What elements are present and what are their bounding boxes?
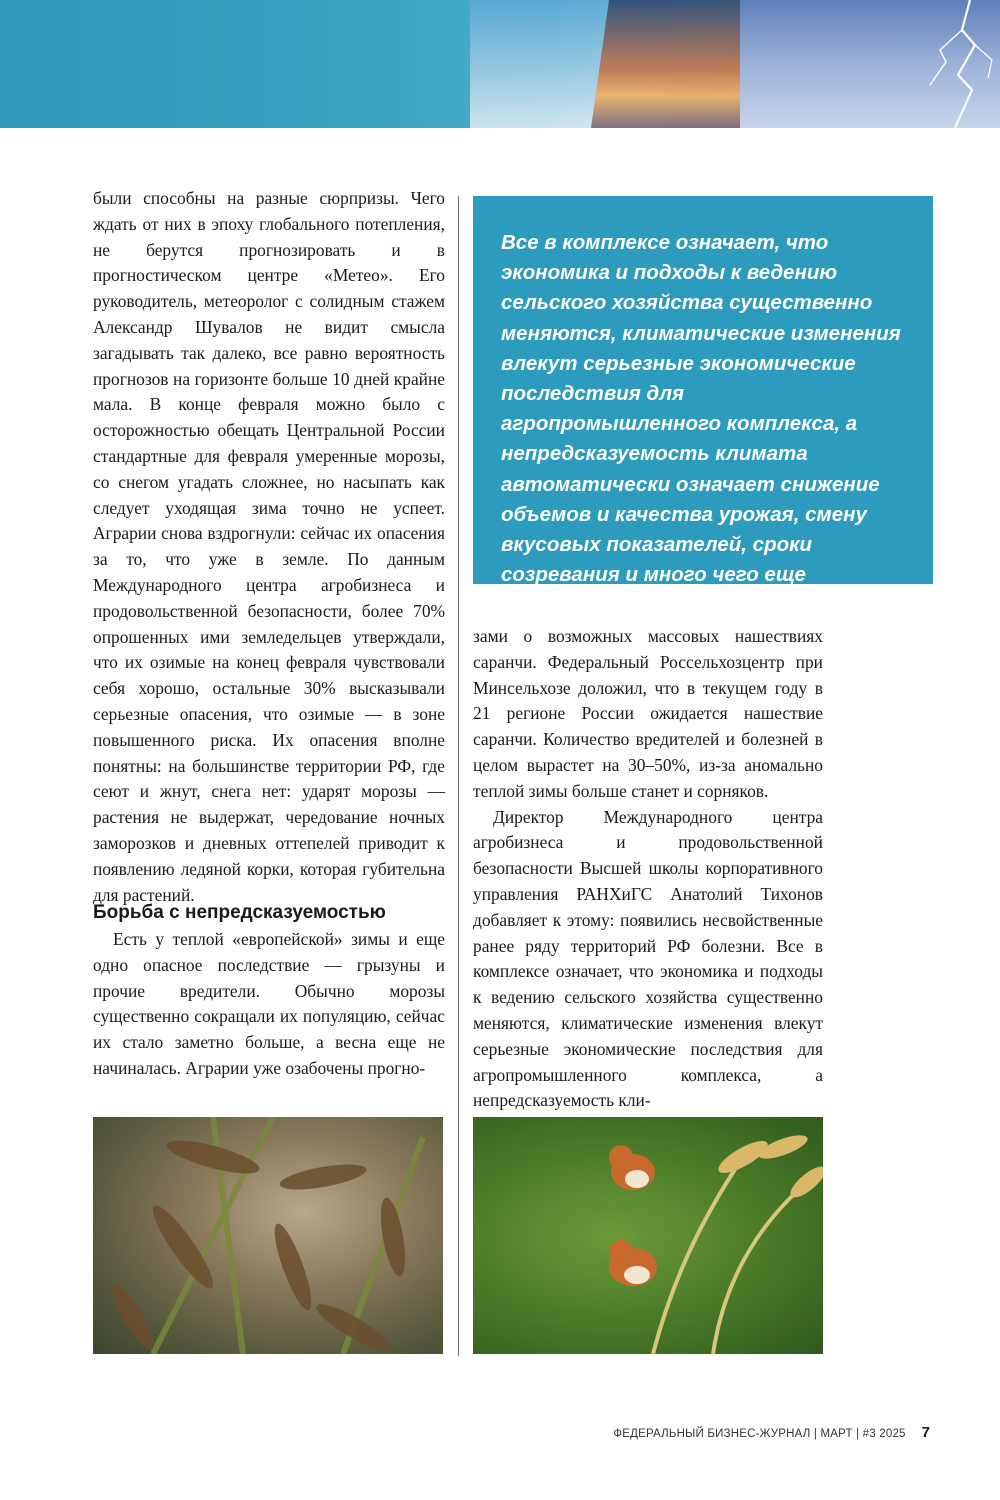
pull-quote-box: [473, 196, 933, 587]
mice-illustration: [473, 1117, 823, 1354]
paragraph: Есть у теплой «европейской» зимы и еще одно опасное последствие — грызуны и прочие вредители. Обычно морозы существенно сокращали их популяцию, сейчас их стало заметно больше, а весна еще не начиналась. Аграрии уже озабочены прогно-: [93, 929, 445, 1078]
column-divider: [458, 196, 459, 1356]
article-text-left-top: [93, 186, 445, 908]
header-banner: [0, 0, 1000, 128]
paragraph: были способны на разные сюрпризы. Чего ждать от них в эпоху глобального потепления, не берутся прогнозировать и в прогностическом центре «Метео». Его руководитель, метеоролог с солидным стажем Александр Шувалов не видит смысла загадывать так далеко, все равно вероятность прогнозов на горизонте больше 10 дней крайне мала. В конце февраля можно было с осторожностью обещать Центральной России стандартные для февраля умеренные морозы, со снегом угадать сложнее, но насыпать как следует уходящая зима точно не успеет. Аграрии снова вздрогнули: сейчас их опасения за то, что уже в земле. По данным Международного центра агробизнеса и продовольственной безопасности, более 70% опрошенных ими земледельцев утверждали, что их озимые на конец февраля чувствовали себя хорошо, остальные 30% высказывали серьезные опасения, что озимые — в зоне повышенного риска. Их опасения вполне понятны: на большинстве территории РФ, где сеют и жнут, снега нет: ударят морозы — растения не выдержат, чередование ночных заморозков и дневных оттепелей приводит к появлению ледяной корки, которая губительна для растений.: [93, 188, 445, 905]
article-text-right: [473, 624, 823, 1114]
page-number: 7: [921, 1424, 930, 1441]
paragraph: зами о возможных массовых нашествиях саранчи. Федеральный Россельхозцентр при Минсельхозе доложил, что в текущем году в 21 регионе России ожидается нашествие саранчи. Количество вредителей и болезней в целом вырастет на 30–50%, из-за аномально теплой зимы больше станет и сорняков.: [473, 626, 823, 801]
paragraph: Директор Международного центра агробизнеса и продовольственной безопасности Высшей школы корпоративного управления РАНХиГС Анатолий Тихонов добавляет к этому: появились несвойственные ранее ряду территорий РФ болезни. Все в комплексе означает, что экономика и подходы к ведению сельского хозяйства существенно меняются, климатические изменения влекут серьезные экономические последствия для агропромышленного комплекса, а непредсказуемость кли-: [473, 806, 823, 1111]
publication-info: ФЕДЕРАЛЬНЫЙ БИЗНЕС-ЖУРНАЛ | МАРТ | #3 2025: [613, 1428, 906, 1440]
page-footer: [600, 1424, 930, 1444]
section-heading: Борьба с непредсказуемостью: [93, 902, 386, 923]
locusts-photo: [93, 1117, 443, 1354]
locust-illustration: [93, 1117, 443, 1354]
lightning-icon: [900, 0, 1000, 128]
article-text-left-bottom: [93, 927, 445, 1082]
pull-quote-text: Все в комплексе означает, что экономика и подходы к ведению сельского хозяйства существенно меняются, климатические изменения влекут серьезные экономические последствия для агропромышленного комплекса, а непредсказуемость климата автоматически означает снижение объемов и качества урожая, смену вкусовых показателей, сроки созревания и много чего еще: [501, 231, 901, 587]
harvest-mice-photo: [473, 1117, 823, 1354]
